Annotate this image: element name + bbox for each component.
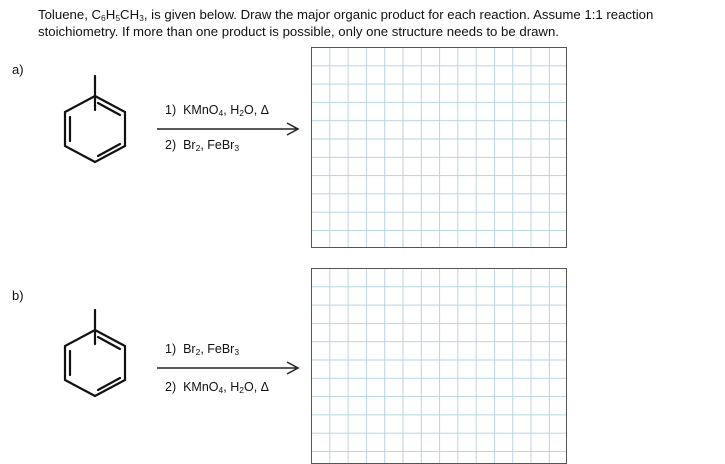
question-prompt: Toluene, $C_6H_5CH_3$, is given below. Draw the major organic product for each reaction. Assume 1:1 reaction stoichiometry. If more than one product is possible, only one structure needs to be drawn. [38,7,654,39]
drawing-area-b[interactable] [311,268,567,464]
toluene-structure-a [50,70,140,170]
reagent-a-step2: 2) $Br_2$, FeBr$_3$ [165,138,240,153]
part-b-label: b) [12,288,24,303]
reagent-a-step1: 1) KMnO$_4$, $H_2O$, Δ [165,103,269,118]
drawing-area-a[interactable] [311,47,567,248]
reaction-arrow-b [155,358,305,378]
reagent-b-step2: 2) KMnO$_4$, $H_2O$, Δ [165,380,269,395]
part-a-label: a) [12,62,24,77]
reaction-arrow-a [155,119,305,139]
reagent-b-step1: 1) $Br_2$, FeBr$_3$ [165,342,240,357]
toluene-structure-b [50,308,140,408]
